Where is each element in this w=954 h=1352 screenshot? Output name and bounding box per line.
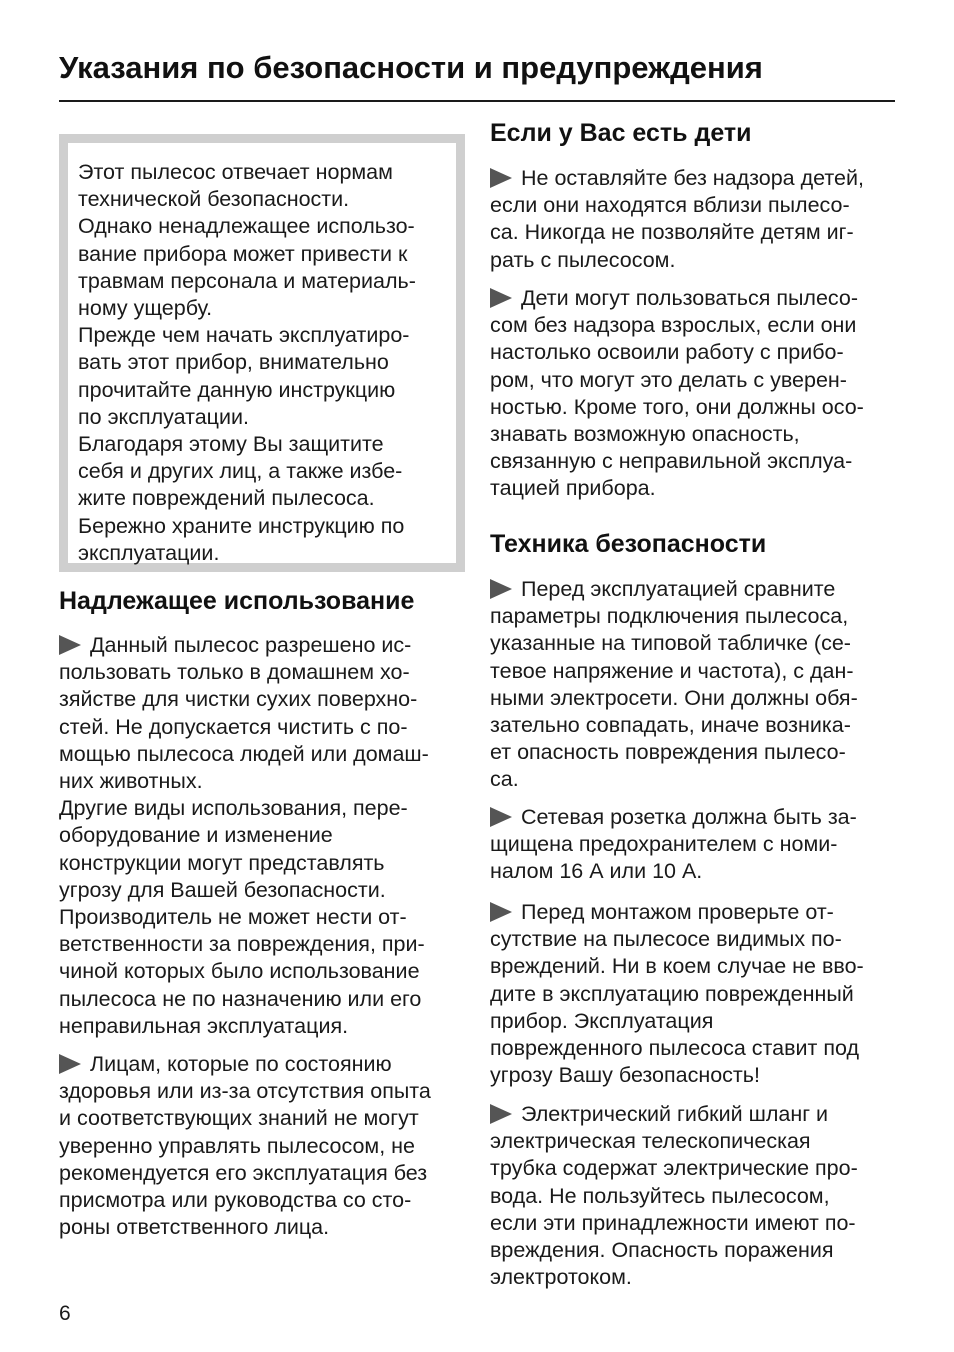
safety-item-4 — [490, 1101, 858, 1291]
proper-use-item-2-text: Лицам, которые по состоянию здоровья или из-за отсутствия опыта и соответствующих знаний не могут уверенно управлять пылесосом, не рекомендуется его эксплуатация без присмотра или руководства со сто- роны ответственного лица. — [59, 1052, 431, 1240]
proper-use-item-1 — [59, 632, 429, 1040]
bullet-triangle-icon — [490, 807, 512, 827]
bullet-triangle-icon — [490, 288, 512, 308]
bullet-triangle-icon — [490, 1104, 512, 1124]
children-item-2 — [490, 285, 864, 503]
proper-use-heading: Надлежащее использование — [59, 587, 415, 615]
bullet-triangle-icon — [59, 1054, 81, 1074]
children-item-2-text: Дети могут пользоваться пылесо- сом без надзора взрослых, если они настолько освоили работу с прибо- ром, что могут это делать с уверен- ностью. Кроме того, они должны осо- знавать возможную опасность, связанную с неправильной эксплуа- тацией прибора. — [490, 286, 864, 501]
safety-item-4-text: Электрический гибкий шланг и электрическая телескопическая трубка содержат электрические про- вода. Не пользуйтесь пылесосом, если эти принадлежности имеют по- вреждения. Опасность поражения электротоком. — [490, 1102, 858, 1290]
bullet-triangle-icon — [490, 579, 512, 599]
safety-item-2 — [490, 804, 857, 886]
safety-item-3 — [490, 899, 864, 1089]
children-heading: Если у Вас есть дети — [490, 119, 752, 147]
bullet-triangle-icon — [490, 902, 512, 922]
safety-notice-inner — [68, 143, 456, 563]
safety-item-3-text: Перед монтажом проверьте от- сутствие на пылесосе видимых по- вреждений. Ни в коем случае не вво- дите в эксплуатацию поврежденный прибор. Эксплуатация поврежденного пылесоса ставит под угрозу Вашу безопасность! — [490, 900, 864, 1088]
children-item-1-text: Не оставляйте без надзора детей, если они находятся вблизи пылесо- са. Никогда не позволяйте детям иг- рать с пылесосом. — [490, 166, 864, 272]
page-number: 6 — [59, 1302, 71, 1325]
children-item-1 — [490, 165, 864, 274]
proper-use-item-2 — [59, 1051, 431, 1241]
bullet-triangle-icon — [59, 635, 81, 655]
safety-heading: Техника безопасности — [490, 530, 767, 558]
safety-notice-text: Этот пылесос отвечает нормам технической безопасности. Однако ненадлежащее использо- вание прибора может привести к травмам персонала и материаль- ному ущербу. Прежде чем начать эксплуатиро- вать этот прибор, внимательно прочитайте данную инструкцию по эксплуатации. Благодаря этому Вы защитите себя и других лиц, а также избе- жите повреждений пылесоса. Бережно храните инструкцию по эксплуатации. — [78, 160, 416, 565]
safety-item-1-text: Перед эксплуатацией сравните параметры подключения пылесоса, указанные на типовой табличке (се- тевое напряжение и частота), с дан- ными электросети. Они должны обя- зательно совпадать, иначе возника- ет опасность повреждения пылесо- са. — [490, 577, 858, 792]
safety-item-2-text: Сетевая розетка должна быть за- щищена предохранителем с номи- налом 16 А или 10 А. — [490, 805, 857, 884]
proper-use-item-1-text: Данный пылесос разрешено ис- пользовать только в домашнем хо- зяйстве для чистки сухих поверхно- стей. Не допускается чистить с по- мощью пылесоса людей или домаш- них животных. Другие виды использования, пере- оборудование и изменение конструкции могут представлять угрозу для Вашей безопасности. Производитель не может нести от- ветственности за повреждения, при- чиной которых было использование пылесоса не по назначению или его неправильная эксплуатация. — [59, 633, 429, 1038]
bullet-triangle-icon — [490, 168, 512, 188]
page-title: Указания по безопасности и предупреждения — [59, 50, 763, 85]
safety-notice-box — [59, 134, 465, 572]
safety-item-1 — [490, 576, 858, 794]
title-rule — [59, 100, 895, 102]
